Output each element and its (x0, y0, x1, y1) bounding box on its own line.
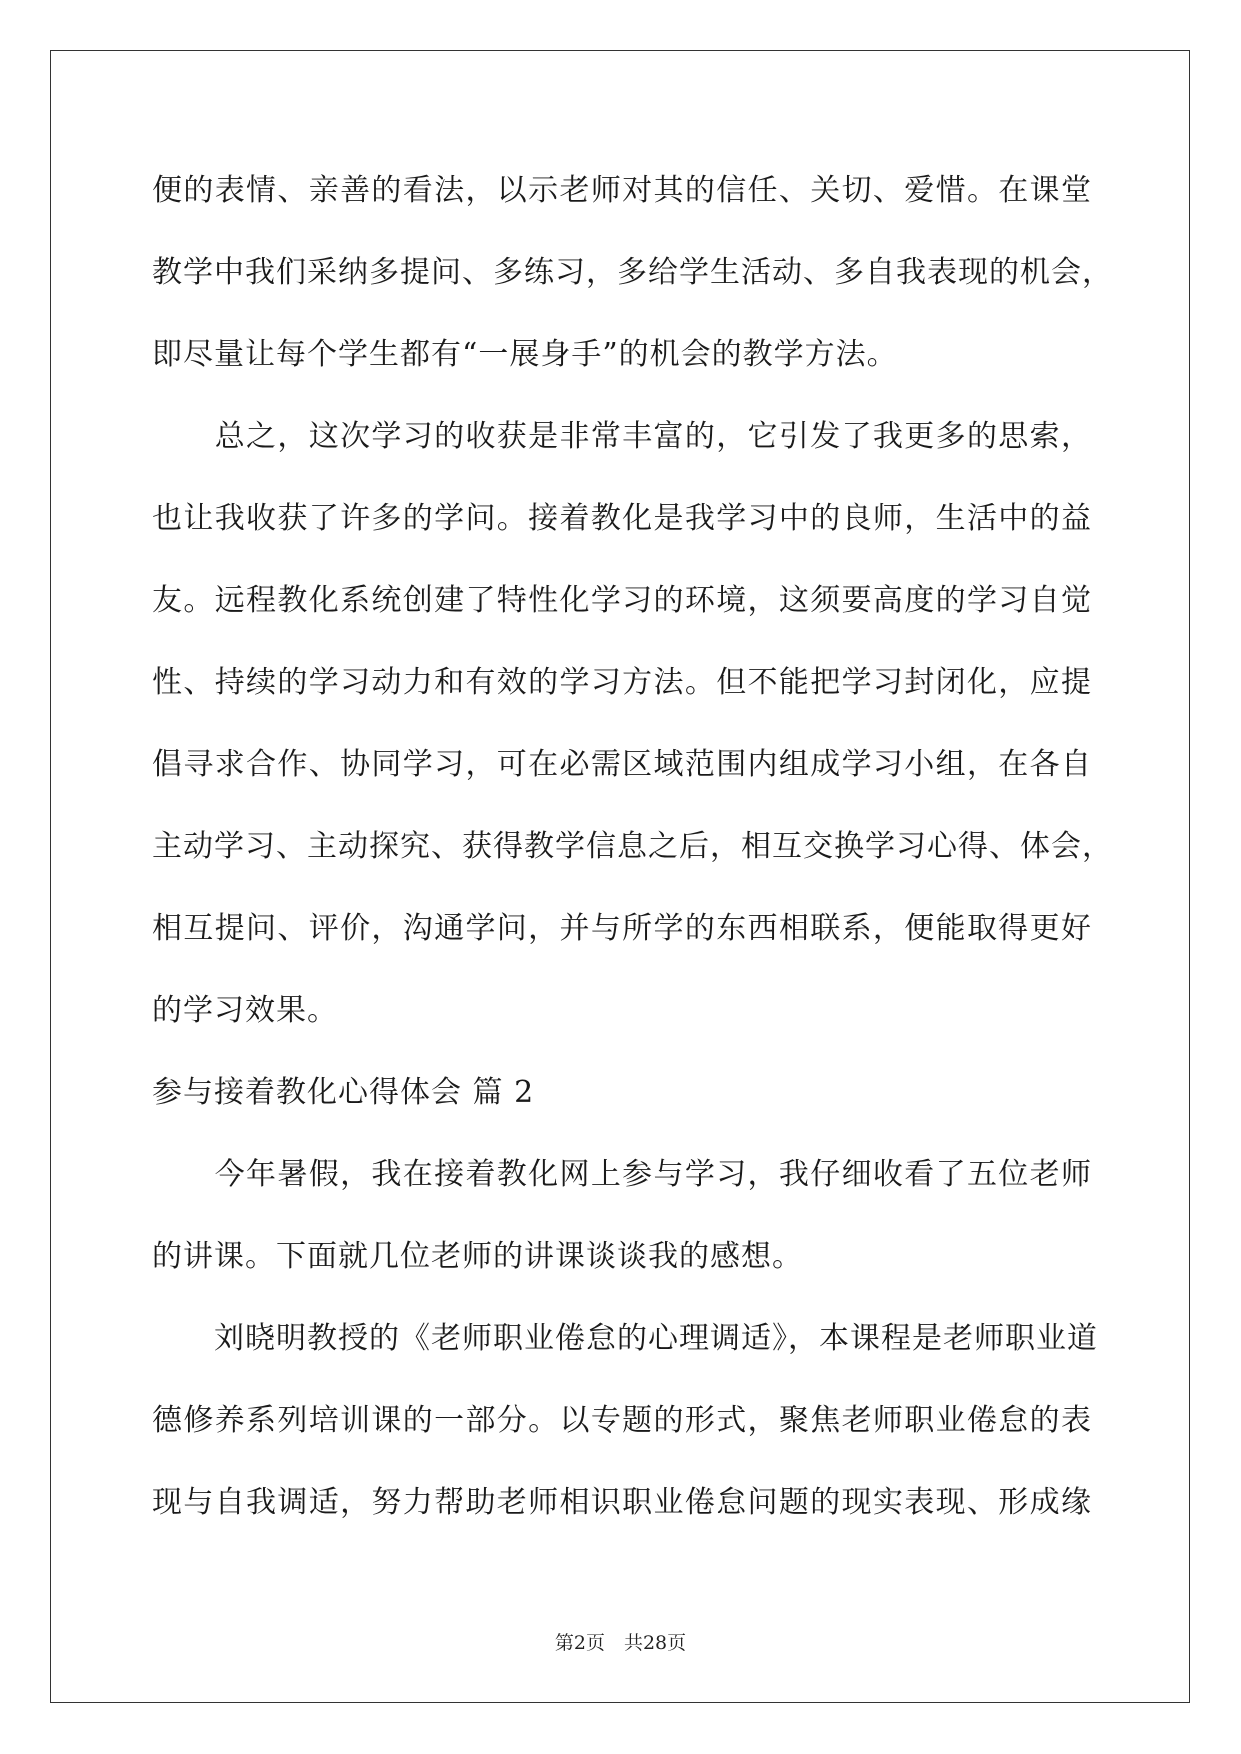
text-line-13: 今年暑假，我在接着教化网上参与学习，我仔细收看了五位老师 (152, 1157, 1092, 1192)
text-line-5: 也让我收获了许多的学问。接着教化是我学习中的良师，生活中的益 (152, 501, 1092, 536)
current-page-number: 2 (573, 1632, 586, 1654)
text-line-14: 的讲课。下面就几位老师的讲课谈谈我的感想。 (152, 1239, 803, 1274)
text-line-1: 便的表情、亲善的看法，以示老师对其的信任、关切、爱惜。在课堂 (152, 173, 1092, 208)
text-line-17: 现与自我调适，努力帮助老师相识职业倦怠问题的现实表现、形成缘 (152, 1485, 1092, 1520)
text-line-11: 的学习效果。 (152, 993, 338, 1028)
text-line-3: 即尽量让每个学生都有“一展身手”的机会的教学方法。 (152, 337, 898, 372)
footer-middle: 页 共 (585, 1632, 643, 1654)
text-line-8: 倡寻求合作、协同学习，可在必需区域范围内组成学习小组，在各自 (152, 747, 1092, 782)
text-line-16: 德修养系列培训课的一部分。以专题的形式，聚焦老师职业倦怠的表 (152, 1403, 1092, 1438)
text-line-4: 总之，这次学习的收获是非常丰富的，它引发了我更多的思索， (152, 419, 1092, 454)
text-line-6: 友。远程教化系统创建了特性化学习的环境，这须要高度的学习自觉 (152, 583, 1092, 618)
text-line-9: 主动学习、主动探究、获得教学信息之后，相互交换学习心得、体会， (152, 829, 1113, 864)
total-page-count: 28 (642, 1632, 668, 1654)
page-footer (0, 1628, 1241, 1655)
text-line-10: 相互提问、评价，沟通学问，并与所学的东西相联系，便能取得更好 (152, 911, 1092, 946)
section-heading: 参与接着教化心得体会 篇 2 (152, 1075, 535, 1110)
text-line-2: 教学中我们采纳多提问、多练习，多给学生活动、多自我表现的机会， (152, 255, 1113, 290)
text-line-7: 性、持续的学习动力和有效的学习方法。但不能把学习封闭化，应提 (152, 665, 1092, 700)
footer-suffix: 页 (667, 1632, 687, 1654)
document-body (152, 160, 1113, 1554)
footer-prefix: 第 (554, 1632, 574, 1654)
text-line-15: 刘晓明教授的《老师职业倦怠的心理调适》，本课程是老师职业道 (152, 1321, 1098, 1356)
